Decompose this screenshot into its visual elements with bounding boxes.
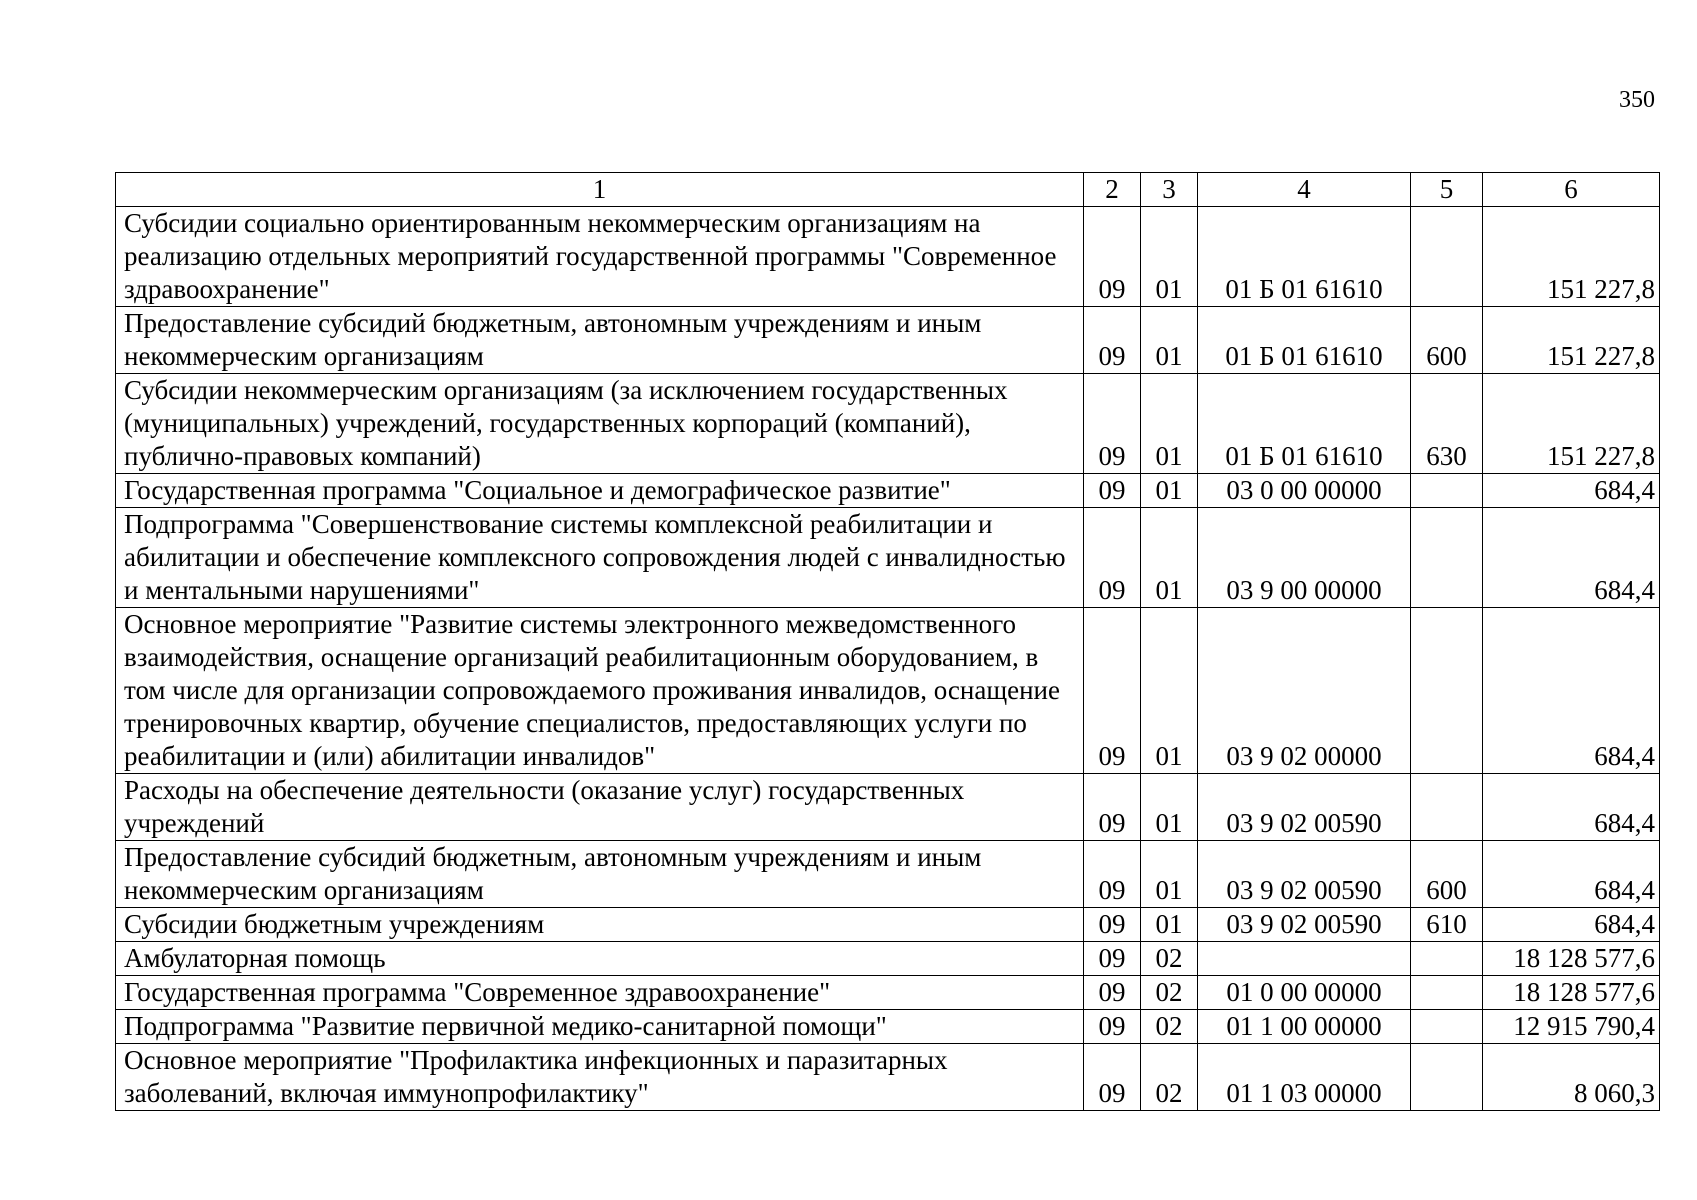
column-header: 2 [1084, 173, 1141, 207]
amount-cell: 8 060,3 [1483, 1044, 1660, 1111]
target-article-cell: 03 9 02 00590 [1198, 908, 1411, 942]
expense-name-cell: Государственная программа "Социальное и демографическое развитие" [116, 474, 1084, 508]
table-row [116, 474, 1660, 508]
expense-name-cell: Основное мероприятие "Профилактика инфекционных и паразитарных заболеваний, включая иммунопрофилактику" [116, 1044, 1084, 1111]
subsection-code-cell: 01 [1141, 508, 1198, 608]
subsection-code-cell: 01 [1141, 307, 1198, 374]
section-code-cell: 09 [1084, 1044, 1141, 1111]
column-header: 4 [1198, 173, 1411, 207]
target-article-cell: 01 Б 01 61610 [1198, 374, 1411, 474]
amount-cell: 684,4 [1483, 608, 1660, 774]
target-article-cell: 03 9 00 00000 [1198, 508, 1411, 608]
table-row [116, 908, 1660, 942]
subsection-code-cell: 02 [1141, 1010, 1198, 1044]
target-article-cell: 03 9 02 00590 [1198, 774, 1411, 841]
budget-table [115, 172, 1660, 1111]
subsection-code-cell: 02 [1141, 1044, 1198, 1111]
expense-type-cell [1411, 508, 1483, 608]
section-code-cell: 09 [1084, 474, 1141, 508]
expense-name-cell: Субсидии некоммерческим организациям (за исключением государственных (муниципальных) учреждений, государственных корпораций (компаний), публично-правовых компаний) [116, 374, 1084, 474]
expense-type-cell: 610 [1411, 908, 1483, 942]
target-article-cell: 03 0 00 00000 [1198, 474, 1411, 508]
section-code-cell: 09 [1084, 307, 1141, 374]
expense-type-cell: 600 [1411, 841, 1483, 908]
amount-cell: 684,4 [1483, 841, 1660, 908]
table-row [116, 508, 1660, 608]
section-code-cell: 09 [1084, 207, 1141, 307]
subsection-code-cell: 01 [1141, 908, 1198, 942]
expense-name-cell: Субсидии социально ориентированным некоммерческим организациям на реализацию отдельных мероприятий государственной программы "Современное здравоохранение" [116, 207, 1084, 307]
section-code-cell: 09 [1084, 908, 1141, 942]
subsection-code-cell: 01 [1141, 774, 1198, 841]
column-header: 3 [1141, 173, 1198, 207]
section-code-cell: 09 [1084, 774, 1141, 841]
amount-cell: 684,4 [1483, 908, 1660, 942]
table-row [116, 307, 1660, 374]
section-code-cell: 09 [1084, 374, 1141, 474]
expense-type-cell [1411, 942, 1483, 976]
target-article-cell [1198, 942, 1411, 976]
amount-cell: 684,4 [1483, 474, 1660, 508]
expense-type-cell [1411, 976, 1483, 1010]
expense-name-cell: Предоставление субсидий бюджетным, автономным учреждениям и иным некоммерческим организациям [116, 307, 1084, 374]
subsection-code-cell: 01 [1141, 374, 1198, 474]
target-article-cell: 01 Б 01 61610 [1198, 307, 1411, 374]
subsection-code-cell: 01 [1141, 841, 1198, 908]
table-header-row [116, 173, 1660, 207]
table-row [116, 207, 1660, 307]
target-article-cell: 03 9 02 00590 [1198, 841, 1411, 908]
expense-name-cell: Основное мероприятие "Развитие системы электронного межведомственного взаимодействия, оснащение организаций реабилитационным оборудованием, в том числе для организации сопровождаемого проживания инвалидов, оснащение тренировочных квартир, обучение специалистов, предоставляющих услуги по реабилитации и (или) абилитации инвалидов" [116, 608, 1084, 774]
expense-type-cell [1411, 1010, 1483, 1044]
target-article-cell: 01 1 03 00000 [1198, 1044, 1411, 1111]
expense-type-cell [1411, 207, 1483, 307]
target-article-cell: 01 1 00 00000 [1198, 1010, 1411, 1044]
target-article-cell: 03 9 02 00000 [1198, 608, 1411, 774]
amount-cell: 18 128 577,6 [1483, 976, 1660, 1010]
target-article-cell: 01 0 00 00000 [1198, 976, 1411, 1010]
amount-cell: 684,4 [1483, 508, 1660, 608]
expense-type-cell: 630 [1411, 374, 1483, 474]
table-row [116, 976, 1660, 1010]
expense-type-cell: 600 [1411, 307, 1483, 374]
amount-cell: 151 227,8 [1483, 307, 1660, 374]
expense-name-cell: Амбулаторная помощь [116, 942, 1084, 976]
table-row [116, 608, 1660, 774]
amount-cell: 151 227,8 [1483, 207, 1660, 307]
page-number: 350 [1619, 87, 1655, 113]
subsection-code-cell: 01 [1141, 608, 1198, 774]
expense-name-cell: Расходы на обеспечение деятельности (оказание услуг) государственных учреждений [116, 774, 1084, 841]
column-header: 1 [116, 173, 1084, 207]
expense-type-cell [1411, 608, 1483, 774]
expense-type-cell [1411, 474, 1483, 508]
amount-cell: 151 227,8 [1483, 374, 1660, 474]
subsection-code-cell: 02 [1141, 942, 1198, 976]
column-header: 6 [1483, 173, 1660, 207]
table-row [116, 1010, 1660, 1044]
subsection-code-cell: 02 [1141, 976, 1198, 1010]
table-row [116, 774, 1660, 841]
amount-cell: 12 915 790,4 [1483, 1010, 1660, 1044]
amount-cell: 18 128 577,6 [1483, 942, 1660, 976]
subsection-code-cell: 01 [1141, 474, 1198, 508]
table-row [116, 942, 1660, 976]
expense-name-cell: Подпрограмма "Развитие первичной медико-санитарной помощи" [116, 1010, 1084, 1044]
amount-cell: 684,4 [1483, 774, 1660, 841]
expense-type-cell [1411, 1044, 1483, 1111]
expense-name-cell: Субсидии бюджетным учреждениям [116, 908, 1084, 942]
column-header: 5 [1411, 173, 1483, 207]
target-article-cell: 01 Б 01 61610 [1198, 207, 1411, 307]
expense-name-cell: Подпрограмма "Совершенствование системы комплексной реабилитации и абилитации и обеспечение комплексного сопровождения людей с инвалидностью и ментальными нарушениями" [116, 508, 1084, 608]
section-code-cell: 09 [1084, 1010, 1141, 1044]
expense-name-cell: Предоставление субсидий бюджетным, автономным учреждениям и иным некоммерческим организациям [116, 841, 1084, 908]
table-row [116, 841, 1660, 908]
table-row [116, 1044, 1660, 1111]
section-code-cell: 09 [1084, 508, 1141, 608]
table-row [116, 374, 1660, 474]
section-code-cell: 09 [1084, 841, 1141, 908]
section-code-cell: 09 [1084, 942, 1141, 976]
expense-type-cell [1411, 774, 1483, 841]
subsection-code-cell: 01 [1141, 207, 1198, 307]
section-code-cell: 09 [1084, 976, 1141, 1010]
section-code-cell: 09 [1084, 608, 1141, 774]
expense-name-cell: Государственная программа "Современное здравоохранение" [116, 976, 1084, 1010]
